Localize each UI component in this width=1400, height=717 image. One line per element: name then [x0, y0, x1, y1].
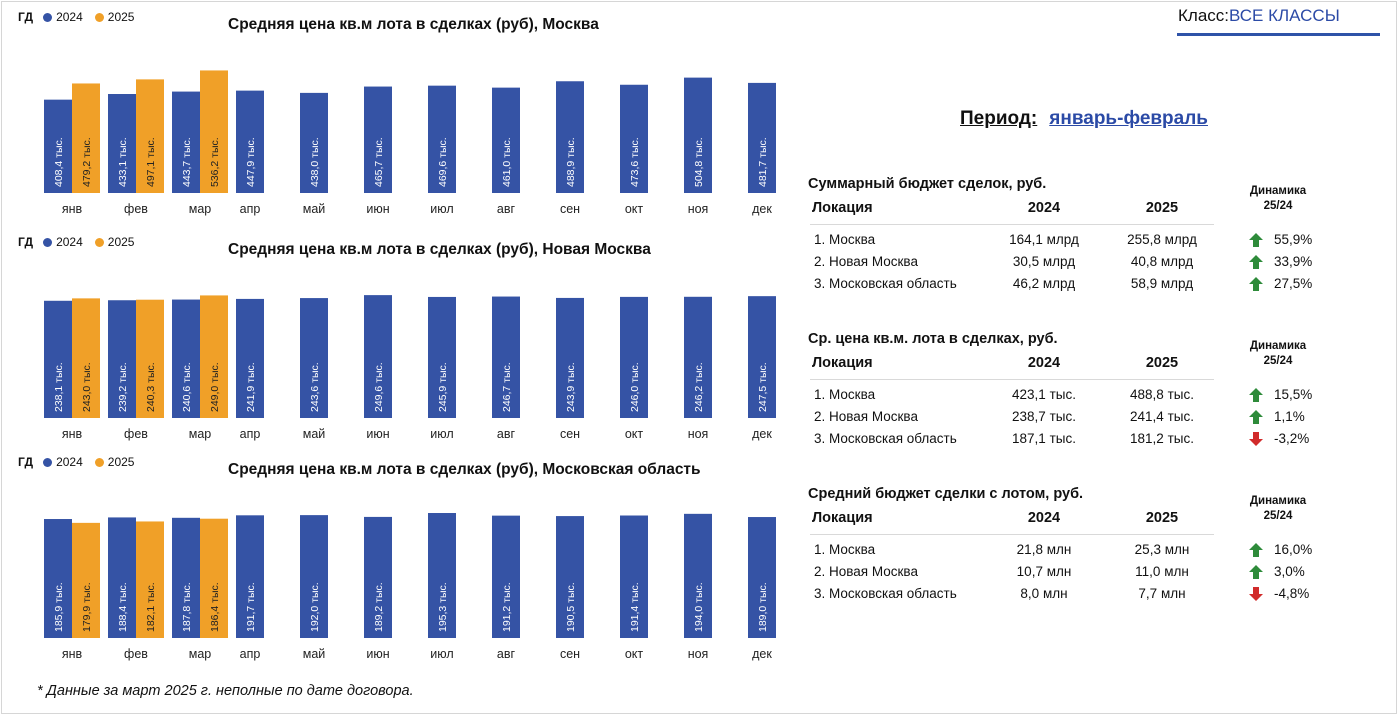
tick-label-янв: янв: [61, 647, 83, 661]
dynamics-header-line1: Динамика: [1249, 495, 1307, 507]
cell-2024: 8,0 млн: [1020, 586, 1068, 601]
data-label-2024-июл: 245,9 тыс.: [437, 362, 449, 412]
data-label-2025-фев: 497,1 тыс.: [145, 137, 157, 187]
data-label-2024-мар: 240,6 тыс.: [181, 362, 193, 412]
dynamics-header: [1238, 494, 1318, 524]
tick-label-май: май: [302, 202, 326, 216]
dynamics-header-line1: Динамика: [1249, 185, 1307, 197]
arrow-up-icon: [1248, 387, 1264, 403]
tick-label-окт: окт: [624, 647, 644, 661]
data-label-2025-мар: 249,0 тыс.: [209, 362, 221, 412]
data-label-2024-фев: 239,2 тыс.: [117, 362, 129, 412]
cell-dynamics: -4,8%: [1274, 586, 1310, 601]
tick-label-апр: апр: [239, 202, 261, 216]
data-label-2024-июн: 465,7 тыс.: [373, 137, 385, 187]
tick-label-сен: сен: [559, 647, 581, 661]
data-label-2024-дек: 247,5 тыс.: [757, 362, 769, 412]
tick-label-окт: окт: [624, 202, 644, 216]
data-label-2024-июн: 249,6 тыс.: [373, 362, 385, 412]
table-row: [808, 254, 1328, 274]
data-label-2024-авг: 191,2 тыс.: [501, 582, 513, 632]
cell-location: 2. Новая Москва: [814, 254, 918, 269]
cell-location: 1. Москва: [814, 542, 876, 557]
dynamics-header-line1: Динамика: [1249, 340, 1307, 352]
data-label-2024-янв: 238,1 тыс.: [53, 362, 65, 412]
header-divider: [810, 379, 1214, 380]
tick-label-мар: мар: [188, 427, 212, 441]
data-label-2024-ноя: 246,2 тыс.: [693, 362, 705, 412]
cell-location: 1. Москва: [814, 387, 876, 402]
data-label-2025-янв: 179,9 тыс.: [81, 582, 93, 632]
arrow-up-icon: [1248, 542, 1264, 558]
cell-2024: 30,5 млрд: [1012, 254, 1076, 269]
arrow-down-icon: [1248, 586, 1264, 602]
tick-label-апр: апр: [239, 647, 261, 661]
cell-dynamics: 33,9%: [1274, 254, 1313, 269]
tick-label-дек: дек: [752, 427, 772, 441]
cell-2025: 181,2 тыс.: [1130, 431, 1194, 446]
col-header-location: Локация: [812, 200, 873, 216]
table-row: [808, 232, 1328, 252]
cell-dynamics: -3,2%: [1274, 431, 1310, 446]
cell-dynamics: 27,5%: [1274, 276, 1313, 291]
table-row: [808, 387, 1328, 407]
cell-2024: 21,8 млн: [1016, 542, 1072, 557]
data-label-2024-апр: 241,9 тыс.: [245, 362, 257, 412]
cell-2025: 255,8 млрд: [1127, 232, 1197, 247]
tick-label-ноя: ноя: [687, 202, 709, 216]
tick-label-апр: апр: [239, 427, 261, 441]
tick-label-фев: фев: [124, 202, 148, 216]
col-header-2025: 2025: [1145, 355, 1179, 371]
legend-2024-label: 2024: [56, 10, 83, 24]
arrow-up-icon: [1248, 254, 1264, 270]
tick-label-авг: авг: [496, 202, 516, 216]
cell-dynamics: 1,1%: [1274, 409, 1305, 424]
legend-gd: ГД: [18, 455, 34, 469]
tick-label-дек: дек: [752, 202, 772, 216]
cell-2024: 164,1 млрд: [1009, 232, 1079, 247]
class-value[interactable]: ВСЕ КЛАССЫ: [1229, 6, 1340, 25]
cell-2025: 7,7 млн: [1138, 586, 1186, 601]
cell-2024: 10,7 млн: [1016, 564, 1072, 579]
cell-location: 3. Московская область: [814, 586, 957, 601]
data-label-2024-июл: 469,6 тыс.: [437, 137, 449, 187]
data-label-2024-окт: 473,6 тыс.: [629, 137, 641, 187]
col-header-location: Локация: [812, 355, 873, 371]
tick-label-сен: сен: [559, 202, 581, 216]
legend-2025-label: 2025: [107, 455, 135, 469]
data-label-2025-мар: 186,4 тыс.: [209, 582, 221, 632]
dynamics-header: [1238, 184, 1318, 214]
cell-2024: 187,1 тыс.: [1012, 431, 1076, 446]
tick-label-ноя: ноя: [687, 647, 709, 661]
cell-2024: 46,2 млрд: [1012, 276, 1076, 291]
dynamics-header-line2: 25/24: [1263, 355, 1293, 367]
class-filter[interactable]: [1178, 6, 1340, 26]
cell-dynamics: 16,0%: [1274, 542, 1313, 557]
header-divider: [810, 224, 1214, 225]
table-title: Суммарный бюджет сделок, руб.: [808, 176, 1047, 192]
data-label-2024-апр: 191,7 тыс.: [245, 582, 257, 632]
cell-2025: 11,0 млн: [1135, 564, 1189, 579]
data-label-2024-сен: 190,5 тыс.: [565, 582, 577, 632]
period-value[interactable]: январь-февраль: [1049, 108, 1208, 129]
data-label-2024-июн: 189,2 тыс.: [373, 582, 385, 632]
dynamics-header: [1238, 339, 1318, 369]
tick-label-сен: сен: [559, 427, 581, 441]
class-label: Класс:: [1178, 6, 1229, 25]
tick-label-июл: июл: [430, 202, 454, 216]
tick-label-дек: дек: [752, 647, 772, 661]
cell-location: 2. Новая Москва: [814, 564, 918, 579]
arrow-up-icon: [1248, 564, 1264, 580]
cell-2024: 238,7 тыс.: [1012, 409, 1076, 424]
data-label-2024-ноя: 194,0 тыс.: [693, 582, 705, 632]
tick-label-авг: авг: [496, 427, 516, 441]
table-title: Средний бюджет сделки с лотом, руб.: [808, 486, 1084, 502]
cell-dynamics: 15,5%: [1274, 387, 1313, 402]
data-label-2025-мар: 536,2 тыс.: [209, 137, 221, 187]
data-label-2024-апр: 447,9 тыс.: [245, 137, 257, 187]
chart-title: Средняя цена кв.м лота в сделках (руб), Новая Москва: [228, 241, 651, 258]
col-header-2025: 2025: [1145, 200, 1179, 216]
arrow-up-icon: [1248, 409, 1264, 425]
table-title: Ср. цена кв.м. лота в сделках, руб.: [808, 331, 1058, 347]
data-label-2024-окт: 191,4 тыс.: [629, 582, 641, 632]
table-row: [808, 276, 1328, 296]
cell-2025: 25,3 млн: [1134, 542, 1190, 557]
tick-label-янв: янв: [61, 427, 83, 441]
cell-location: 2. Новая Москва: [814, 409, 918, 424]
arrow-up-icon: [1248, 232, 1264, 248]
legend-2025-label: 2025: [107, 10, 135, 24]
data-label-2024-янв: 185,9 тыс.: [53, 582, 65, 632]
data-label-2024-мар: 187,8 тыс.: [181, 582, 193, 632]
legend-2024-label: 2024: [56, 235, 83, 249]
cell-2025: 40,8 млрд: [1130, 254, 1194, 269]
chart-svg: [0, 455, 800, 665]
data-label-2024-фев: 188,4 тыс.: [117, 582, 129, 632]
cell-2025: 58,9 млрд: [1130, 276, 1194, 291]
table-row: [808, 586, 1328, 606]
tick-label-июн: июн: [366, 647, 390, 661]
chart-moscow: [0, 10, 800, 235]
chart-svg: [0, 10, 800, 220]
tick-label-мар: мар: [188, 647, 212, 661]
chart-title: Средняя цена кв.м лота в сделках (руб), Москва: [228, 16, 599, 33]
data-label-2024-сен: 243,9 тыс.: [565, 362, 577, 412]
table-row: [808, 542, 1328, 562]
col-header-2024: 2024: [1027, 510, 1061, 526]
data-label-2025-янв: 479,2 тыс.: [81, 137, 93, 187]
tick-label-окт: окт: [624, 427, 644, 441]
tick-label-фев: фев: [124, 427, 148, 441]
data-label-2024-мар: 443,7 тыс.: [181, 137, 193, 187]
tick-label-авг: авг: [496, 647, 516, 661]
data-label-2024-ноя: 504,8 тыс.: [693, 137, 705, 187]
table-row: [808, 564, 1328, 584]
data-label-2024-май: 192,0 тыс.: [309, 582, 321, 632]
data-label-2024-авг: 246,7 тыс.: [501, 362, 513, 412]
chart-title: Средняя цена кв.м лота в сделках (руб), Московская область: [228, 461, 701, 478]
dynamics-header-line2: 25/24: [1263, 200, 1293, 212]
tick-label-июн: июн: [366, 202, 390, 216]
legend-2024-label: 2024: [56, 455, 83, 469]
tick-label-фев: фев: [124, 647, 148, 661]
data-label-2024-фев: 433,1 тыс.: [117, 137, 129, 187]
cell-location: 3. Московская область: [814, 431, 957, 446]
cell-2025: 241,4 тыс.: [1130, 409, 1194, 424]
tick-label-ноя: ноя: [687, 427, 709, 441]
arrow-down-icon: [1248, 431, 1264, 447]
table-row: [808, 431, 1328, 451]
col-header-2025: 2025: [1145, 510, 1179, 526]
data-label-2024-май: 243,6 тыс.: [309, 362, 321, 412]
legend-gd: ГД: [18, 235, 34, 249]
data-label-2024-май: 438,0 тыс.: [309, 137, 321, 187]
data-label-2024-янв: 408,4 тыс.: [53, 137, 65, 187]
chart-new-moscow: [0, 235, 800, 460]
tick-label-июл: июл: [430, 427, 454, 441]
tick-label-июл: июл: [430, 647, 454, 661]
data-label-2024-дек: 481,7 тыс.: [757, 137, 769, 187]
tick-label-май: май: [302, 427, 326, 441]
tick-label-янв: янв: [61, 202, 83, 216]
data-label-2024-дек: 189,0 тыс.: [757, 582, 769, 632]
period-label: Период:: [960, 108, 1038, 129]
tick-label-май: май: [302, 647, 326, 661]
header-divider: [810, 534, 1214, 535]
col-header-2024: 2024: [1027, 200, 1061, 216]
data-label-2024-авг: 461,0 тыс.: [501, 137, 513, 187]
tick-label-июн: июн: [366, 427, 390, 441]
data-label-2025-янв: 243,0 тыс.: [81, 362, 93, 412]
legend-2025-label: 2025: [107, 235, 135, 249]
cell-dynamics: 3,0%: [1274, 564, 1305, 579]
cell-location: 1. Москва: [814, 232, 876, 247]
data-label-2024-окт: 246,0 тыс.: [629, 362, 641, 412]
data-label-2025-фев: 240,3 тыс.: [145, 362, 157, 412]
data-label-2024-июл: 195,3 тыс.: [437, 582, 449, 632]
cell-dynamics: 55,9%: [1274, 232, 1313, 247]
cell-location: 3. Московская область: [814, 276, 957, 291]
legend-gd: ГД: [18, 10, 34, 24]
period: [960, 108, 1208, 130]
col-header-2024: 2024: [1027, 355, 1061, 371]
data-label-2024-сен: 488,9 тыс.: [565, 137, 577, 187]
tick-label-мар: мар: [188, 202, 212, 216]
cell-2025: 488,8 тыс.: [1130, 387, 1194, 402]
chart-svg: [0, 235, 800, 445]
footnote: * Данные за март 2025 г. неполные по дате договора.: [37, 683, 414, 699]
data-label-2025-фев: 182,1 тыс.: [145, 582, 157, 632]
arrow-up-icon: [1248, 276, 1264, 292]
class-underline: [1177, 33, 1380, 36]
cell-2024: 423,1 тыс.: [1012, 387, 1076, 402]
table-row: [808, 409, 1328, 429]
chart-moscow-region: [0, 455, 800, 680]
col-header-location: Локация: [812, 510, 873, 526]
dynamics-header-line2: 25/24: [1263, 510, 1293, 522]
